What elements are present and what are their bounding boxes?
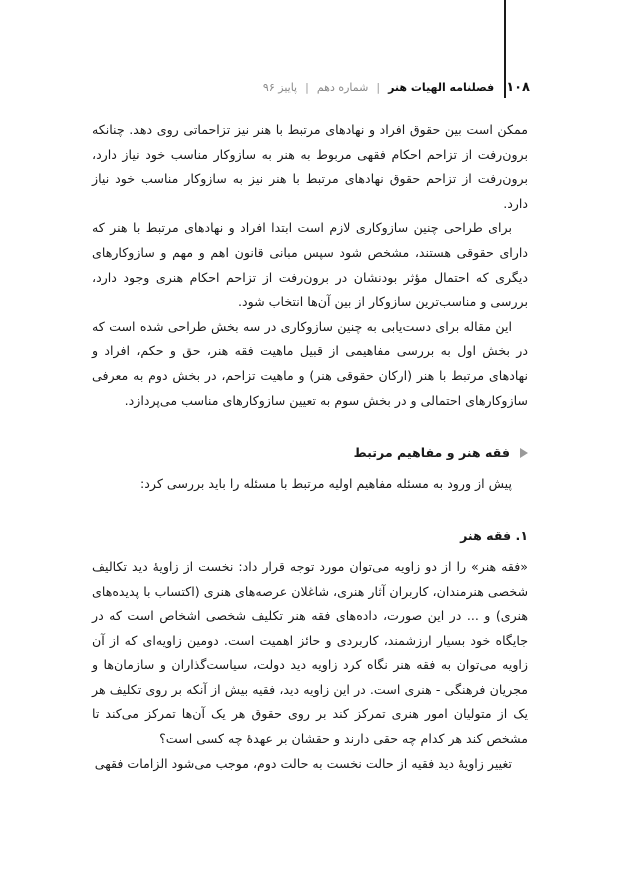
page-number: ۱۰۸ [506,79,530,95]
header-separator: | [376,80,381,94]
paragraph: این مقاله برای دست‌یابی به چنین سازوکاری در سه بخش طراحی شده است که در بخش اول به بررسی مفاهیمی از قبیل ماهیت فقه هنر، حق و حکم، افراد و نهادهای مرتبط با هنر (ارکان حقوقی هنر) و ماهیت تزاحم، در بخش دوم به معرفی سازوکارهای احتمالی و در بخش سوم به تعیین سازوکارهای مناسب می‌پردازد. [92,318,528,408]
paragraph: تغییر زاویهٔ دید فقیه از حالت نخست به حالت دوم، موجب می‌شود الزامات فقهی [94,755,512,771]
section-heading-text: فقه هنر و مفاهیم مرتبط [353,445,510,461]
paragraph: برای طراحی چنین سازوکاری لازم است ابتدا افراد و نهادهای مرتبط با هنر که دارای حقوقی هستند، مشخص شود سپس مبانی قانون اهم و مهم و سازوکارهای دیگری که احتمال مؤثر بودنشان در برون‌رفت از تزاحم احکام هنری وجود دارد، بررسی و مناسب‌ترین سازوکار از بین آن‌ها انتخاب شود. [92,220,528,310]
subsection-heading: ۱. فقه هنر [460,528,528,544]
paragraph: پیش از ورود به مسئله مفاهیم اولیه مرتبط با مسئله را باید بررسی کرد: [140,475,512,491]
triangle-bullet-icon [520,448,528,458]
season-label: پاییز ۹۶ [262,80,298,94]
section-heading [92,441,528,466]
page-header [263,76,530,98]
header-separator: | [305,80,309,94]
paragraph: ممکن است بین حقوق افراد و نهادهای مرتبط با هنر نیز تزاحماتی روی دهد. چنانکه برون‌رفت از تزاحم احکام فقهی مربوط به هنر به سازوکار مناسب خود نیاز دارد، برون‌رفت از تزاحم حقوق نهادهای مرتبط با هنر نیز به سازوکار مناسب خود نیاز دارد. [92,122,528,211]
issue-label: شماره دهم [316,80,369,94]
paragraph: «فقه هنر» را از دو زاویه می‌توان مورد توجه قرار داد: نخست از زاویهٔ دید تکالیف شخصی هنرمندان، کاربران آثار هنری، شاغلان عرصه‌های هنری (اکتساب با پدیده‌های هنری) و ... در این صورت، داده‌های فقه هنر تکلیف شخصی اشخاص است که در جایگاه خود بسیار ارزشمند، کاربردی و حائز اهمیت است. دومین زاویه‌ای که از آن زاویه می‌توان به فقه هنر نگاه کرد زاویه دید دولت، سیاست‌گذاران و سازمان‌ها و مجریان فرهنگی - هنری است. در این زاویه دید، فقیه بیش از آنکه بر روی تکلیف هر یک از متولیان امور هنری تمرکز کند بر روی حقوق هر یک آن‌ها تمرکز می‌کند تا مشخص کند هر کدام چه حقی دارند و حقشان بر عهدهٔ چه کسی است؟ [92,558,528,747]
journal-title: فصلنامه الهیات هنر [388,80,495,94]
article-body [92,118,528,776]
